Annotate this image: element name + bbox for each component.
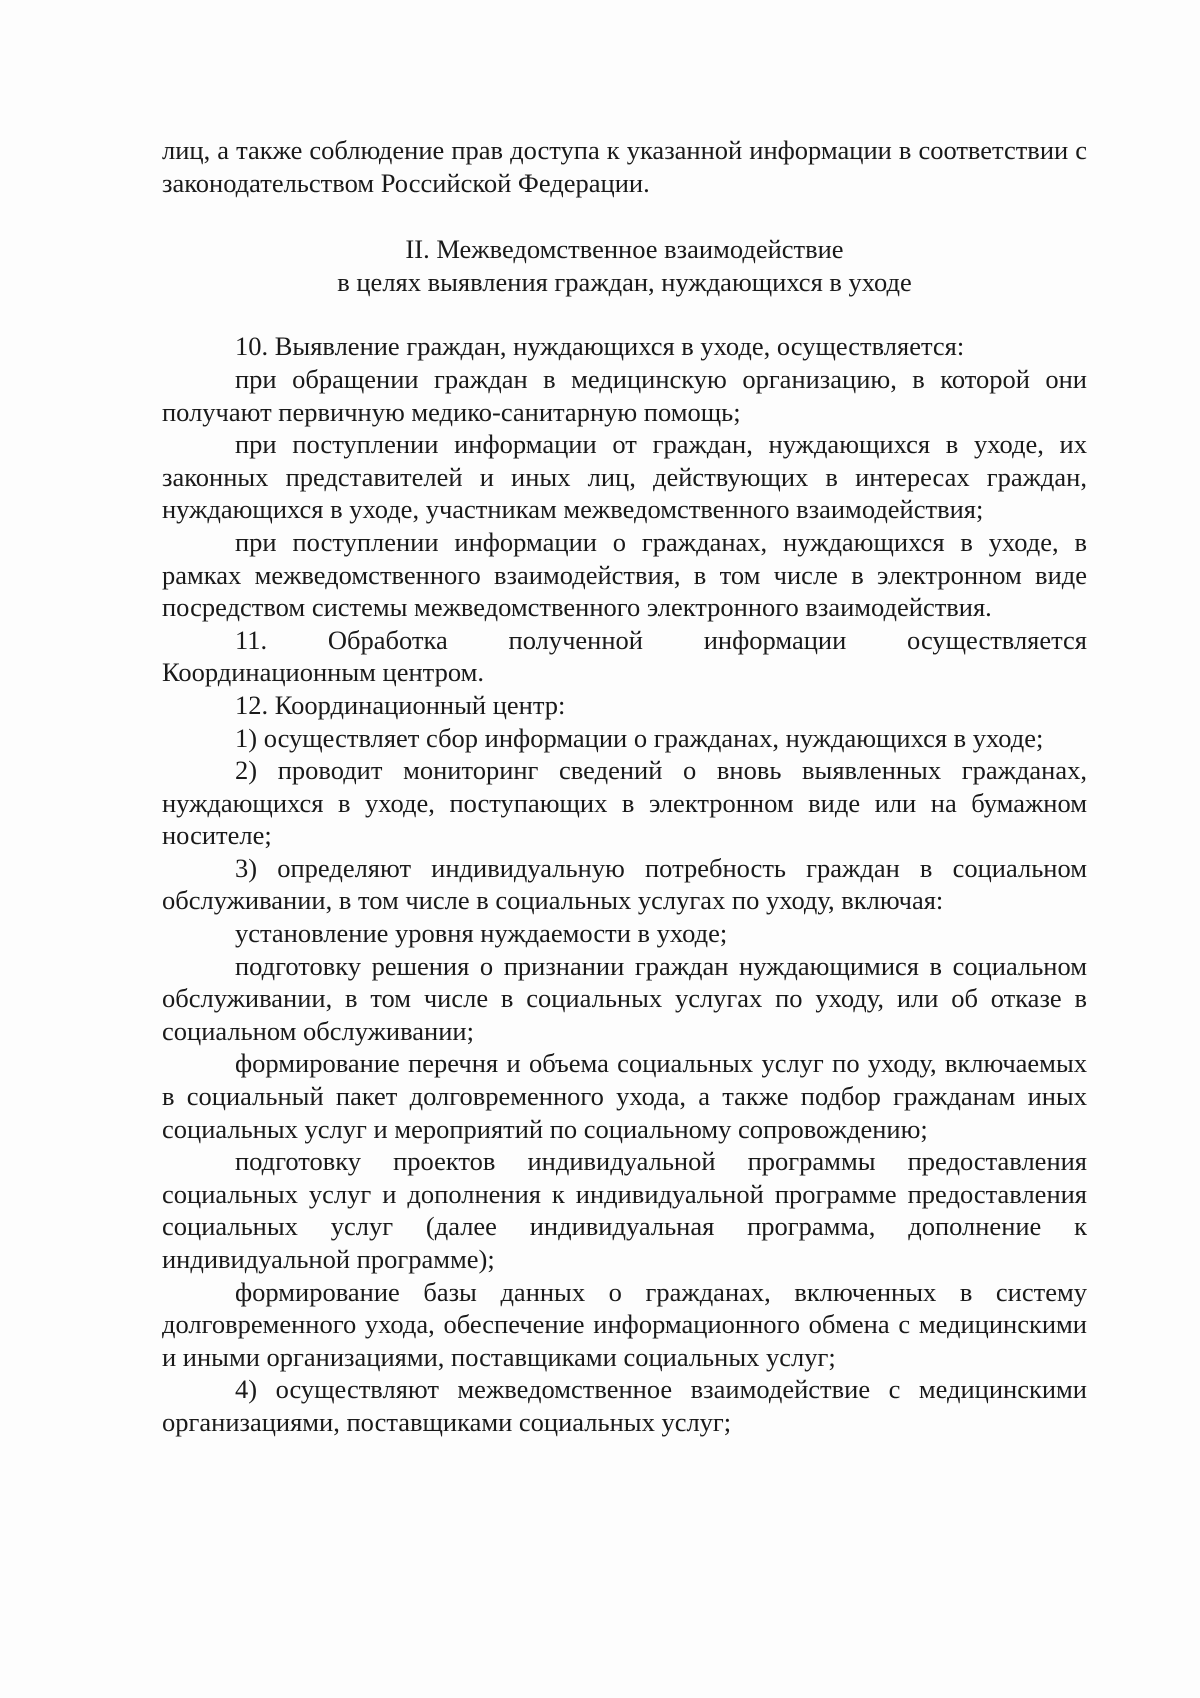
paragraph-10-item-1: при обращении граждан в медицинскую организацию, в которой они получают первичную медико-санитарную помощь; [162, 363, 1087, 427]
section-heading-line-2: в целях выявления граждан, нуждающихся в уходе [337, 266, 912, 297]
intro-paragraph: лиц, а также соблюдение прав доступа к указанной информации в соответствии с законодательством Российской Федерации. [162, 135, 1087, 198]
paragraph-12-item-3-sub-5: формирование базы данных о гражданах, включенных в систему долговременного ухода, обеспечение информационного обмена с медицинскими и иными организациями, поставщиками социальных услуг; [162, 1276, 1087, 1372]
document-body [162, 134, 1087, 1439]
paragraph-12-item-3-sub-4: подготовку проектов индивидуальной программы предоставления социальных услуг и дополнения к индивидуальной программе предоставления социальных услуг (далее индивидуальная программа, дополнение к индивидуальной программе); [162, 1146, 1087, 1274]
paragraph-10-item-2: при поступлении информации от граждан, нуждающихся в уходе, их законных представителей и иных лиц, действующих в интересах граждан, нуждающихся в уходе, участникам межведомственного взаимодействия; [162, 429, 1087, 525]
paragraph-12-item-3: 3) определяют индивидуальную потребность граждан в социальном обслуживании, в том числе в социальных услугах по уходу, включая: [162, 852, 1087, 916]
paragraph-12-item-4: 4) осуществляют межведомственное взаимодействие с медицинскими организациями, поставщиками социальных услуг; [162, 1374, 1087, 1437]
paragraph-12-item-3-sub-3: формирование перечня и объема социальных услуг по уходу, включаемых в социальный пакет долговременного ухода, а также подбор гражданам иных социальных услуг и мероприятий по социальному сопровождению; [162, 1048, 1087, 1144]
paragraph-11: 11. Обработка полученной информации осуществляется Координационным центром. [162, 624, 1087, 688]
paragraph-10: 10. Выявление граждан, нуждающихся в уходе, осуществляется: [235, 331, 965, 362]
paragraph-10-item-3: при поступлении информации о гражданах, нуждающихся в уходе, в рамках межведомственного взаимодействия, в том числе в электронном виде посредством системы межведомственного электронного взаимодействия. [162, 526, 1087, 623]
paragraph-12-item-3-sub-1: установление уровня нуждаемости в уходе; [235, 918, 728, 949]
paragraph-12: 12. Координационный центр: [235, 689, 566, 720]
paragraph-12-item-2: 2) проводит мониторинг сведений о вновь выявленных гражданах, нуждающихся в уходе, поступающих в электронном виде или на бумажном носителе; [162, 755, 1087, 851]
section-heading-line-1: II. Межведомственное взаимодействие [405, 234, 844, 265]
paragraph-12-item-1: 1) осуществляет сбор информации о гражданах, нуждающихся в уходе; [235, 722, 1044, 753]
section-heading [162, 233, 1087, 298]
paragraph-12-item-3-sub-2: подготовку решения о признании граждан нуждающимися в социальном обслуживании, в том числе в социальных услугах по уходу, или об отказе в социальном обслуживании; [162, 950, 1087, 1046]
